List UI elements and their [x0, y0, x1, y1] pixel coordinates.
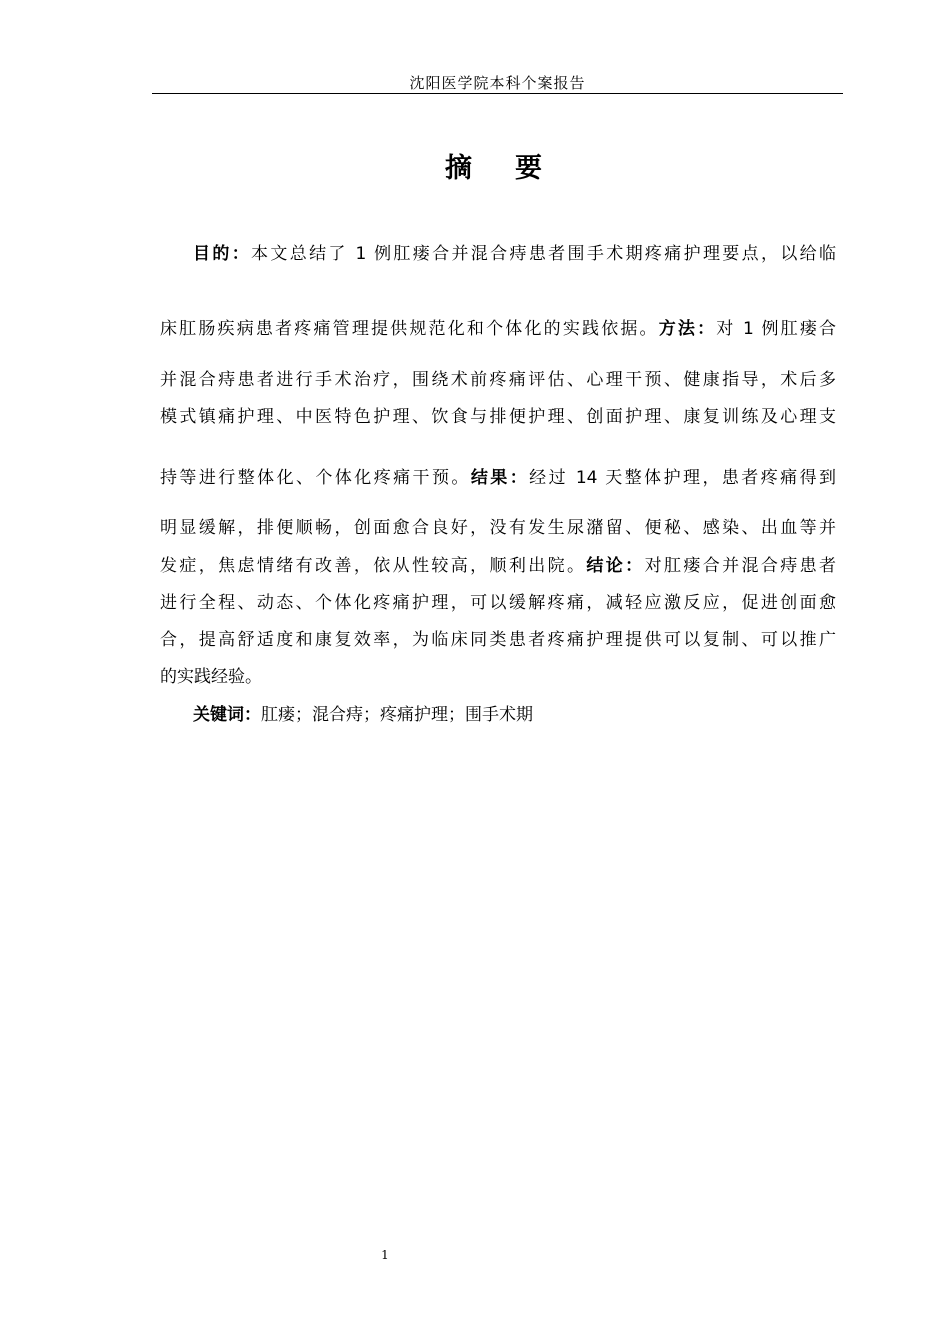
abstract-line-7 — [160, 555, 836, 577]
abstract-text: 经过 14 天整体护理，患者疼痛得到 — [529, 468, 837, 488]
abstract-text: 发症，焦虑情绪有改善，依从性较高，顺利出院。 — [160, 556, 587, 576]
abstract-title: 摘 要 — [445, 153, 550, 184]
result-label: 结果： — [470, 468, 530, 488]
abstract-text: 对肛瘘合并混合痔患者 — [644, 556, 837, 576]
abstract-text: 床肛肠疾病患者疼痛管理提供规范化和个体化的实践依据。 — [160, 319, 659, 339]
page-number: 1 — [381, 1248, 389, 1262]
purpose-label: 目的： — [193, 244, 252, 264]
keywords-text: 肛瘘；混合痔；疼痛护理；围手术期 — [261, 705, 533, 725]
abstract-line-1 — [193, 243, 836, 265]
abstract-line-2 — [160, 318, 836, 340]
abstract-line-10 — [160, 666, 836, 688]
keywords-label: 关键词： — [193, 705, 261, 725]
abstract-line-8 — [160, 592, 836, 614]
abstract-text: 本文总结了 1 例肛瘘合并混合痔患者围手术期疼痛护理要点，以给临 — [251, 244, 837, 264]
abstract-line-9 — [160, 629, 836, 651]
abstract-line-6 — [160, 517, 836, 539]
abstract-text: 合，提高舒适度和康复效率，为临床同类患者疼痛护理提供可以复制、可以推广 — [160, 630, 836, 650]
header-rule — [152, 93, 843, 94]
keywords-line — [193, 704, 836, 726]
abstract-text: 明显缓解，排便顺畅，创面愈合良好，没有发生尿潴留、便秘、感染、出血等并 — [160, 518, 836, 538]
abstract-text: 并混合痔患者进行手术治疗，围绕术前疼痛评估、心理干预、健康指导，术后多 — [160, 370, 836, 390]
abstract-line-3 — [160, 369, 836, 391]
abstract-text: 的实践经验。 — [160, 667, 262, 687]
abstract-text: 持等进行整体化、个体化疼痛干预。 — [160, 468, 471, 488]
method-label: 方法： — [658, 319, 717, 339]
abstract-line-4 — [160, 406, 836, 428]
abstract-text: 模式镇痛护理、中医特色护理、饮食与排便护理、创面护理、康复训练及心理支 — [160, 407, 836, 427]
abstract-text: 对 1 例肛瘘合 — [716, 319, 836, 339]
abstract-text: 进行全程、动态、个体化疼痛护理，可以缓解疼痛，减轻应激反应，促进创面愈 — [160, 593, 836, 613]
conclusion-label: 结论： — [586, 556, 645, 576]
abstract-line-5 — [160, 467, 836, 489]
page-header: 沈阳医学院本科个案报告 — [409, 74, 586, 92]
